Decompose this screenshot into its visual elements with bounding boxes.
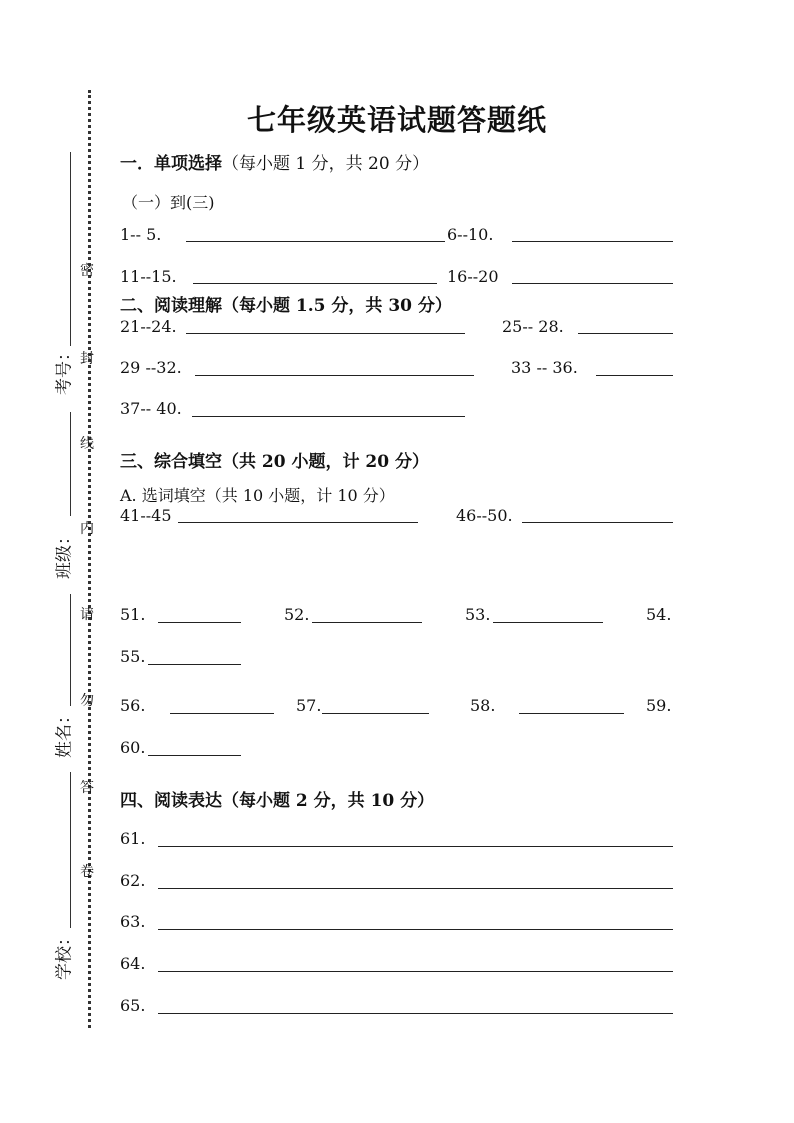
- seal-char: 卷: [80, 864, 94, 880]
- section-1-title: 一．单项选择: [120, 154, 222, 174]
- q-label: 46--50.: [456, 506, 513, 525]
- answer-line[interactable]: [512, 241, 673, 242]
- answer-line[interactable]: [158, 888, 673, 889]
- answer-line[interactable]: [193, 283, 437, 284]
- q-label: 33 -- 36.: [511, 358, 578, 377]
- name-blank[interactable]: [70, 594, 71, 706]
- answer-line[interactable]: [186, 333, 465, 334]
- seal-char: 内: [80, 521, 94, 537]
- section-1-heading: [120, 149, 429, 174]
- seal-char: 封: [80, 351, 94, 367]
- q-label: 57.: [296, 696, 322, 715]
- section-3-sub-a: A. 选词填空（共 10 小题，计 10 分）: [120, 486, 395, 505]
- seal-char: 请: [80, 607, 94, 623]
- q-label: 16--20: [447, 267, 499, 286]
- seal-char: 线: [80, 436, 94, 452]
- page-title: 七年级英语试题答题纸: [246, 103, 547, 137]
- q-label: 52.: [284, 605, 310, 624]
- q-label: 62.: [120, 871, 146, 890]
- class-label: 班级：: [54, 528, 75, 579]
- seal-char: 答: [80, 780, 94, 796]
- answer-line[interactable]: [148, 755, 241, 756]
- q-label: 59.: [646, 696, 672, 715]
- answer-line[interactable]: [578, 333, 673, 334]
- q-label: 60.: [120, 738, 146, 757]
- q-label: 6--10.: [447, 225, 494, 244]
- q-label: 55.: [120, 647, 146, 666]
- answer-line[interactable]: [158, 1013, 673, 1014]
- answer-line[interactable]: [148, 664, 241, 665]
- class-blank[interactable]: [70, 412, 71, 516]
- id-number-label: 考号：: [54, 344, 75, 395]
- q-label: 41--45: [120, 506, 172, 525]
- q-label: 56.: [120, 696, 146, 715]
- answer-line[interactable]: [195, 375, 474, 376]
- q-label: 11--15.: [120, 267, 177, 286]
- seal-char: 密: [80, 263, 94, 279]
- q-label: 63.: [120, 912, 146, 931]
- section-3-heading: 三、综合填空（共 20 小题，计 20 分）: [120, 452, 429, 472]
- answer-line[interactable]: [186, 241, 445, 242]
- q-label: 25-- 28.: [502, 317, 564, 336]
- id-number-blank[interactable]: [70, 152, 71, 346]
- dotted-cut-line: [88, 90, 91, 1028]
- q-label: 51.: [120, 605, 146, 624]
- answer-line[interactable]: [493, 622, 603, 623]
- answer-line[interactable]: [512, 283, 673, 284]
- answer-line[interactable]: [312, 622, 422, 623]
- answer-line[interactable]: [522, 522, 673, 523]
- school-label: 学校：: [54, 929, 75, 980]
- q-label: 65.: [120, 996, 146, 1015]
- seal-char: 勿: [80, 693, 94, 709]
- answer-line[interactable]: [158, 846, 673, 847]
- q-label: 53.: [465, 605, 491, 624]
- answer-line[interactable]: [596, 375, 673, 376]
- answer-line[interactable]: [158, 622, 241, 623]
- section-1-note: （每小题 1 分，共 20 分）: [222, 154, 430, 174]
- q-label: 21--24.: [120, 317, 177, 336]
- q-label: 37-- 40.: [120, 399, 182, 418]
- answer-line[interactable]: [158, 929, 673, 930]
- answer-line[interactable]: [322, 713, 429, 714]
- q-label: 58.: [470, 696, 496, 715]
- answer-line[interactable]: [170, 713, 274, 714]
- section-2-heading: 二、阅读理解（每小题 1.5 分，共 30 分）: [120, 296, 452, 316]
- answer-line[interactable]: [158, 971, 673, 972]
- answer-line[interactable]: [192, 416, 465, 417]
- section-4-heading: 四、阅读表达（每小题 2 分，共 10 分）: [120, 791, 435, 811]
- name-label: 姓名：: [54, 707, 75, 758]
- q-label: 1-- 5.: [120, 225, 162, 244]
- q-label: 54.: [646, 605, 672, 624]
- q-label: 61.: [120, 829, 146, 848]
- section-1-sub: （一）到(三): [122, 193, 215, 212]
- answer-line[interactable]: [178, 522, 418, 523]
- school-blank[interactable]: [70, 772, 71, 928]
- q-label: 64.: [120, 954, 146, 973]
- answer-line[interactable]: [519, 713, 624, 714]
- q-label: 29 --32.: [120, 358, 182, 377]
